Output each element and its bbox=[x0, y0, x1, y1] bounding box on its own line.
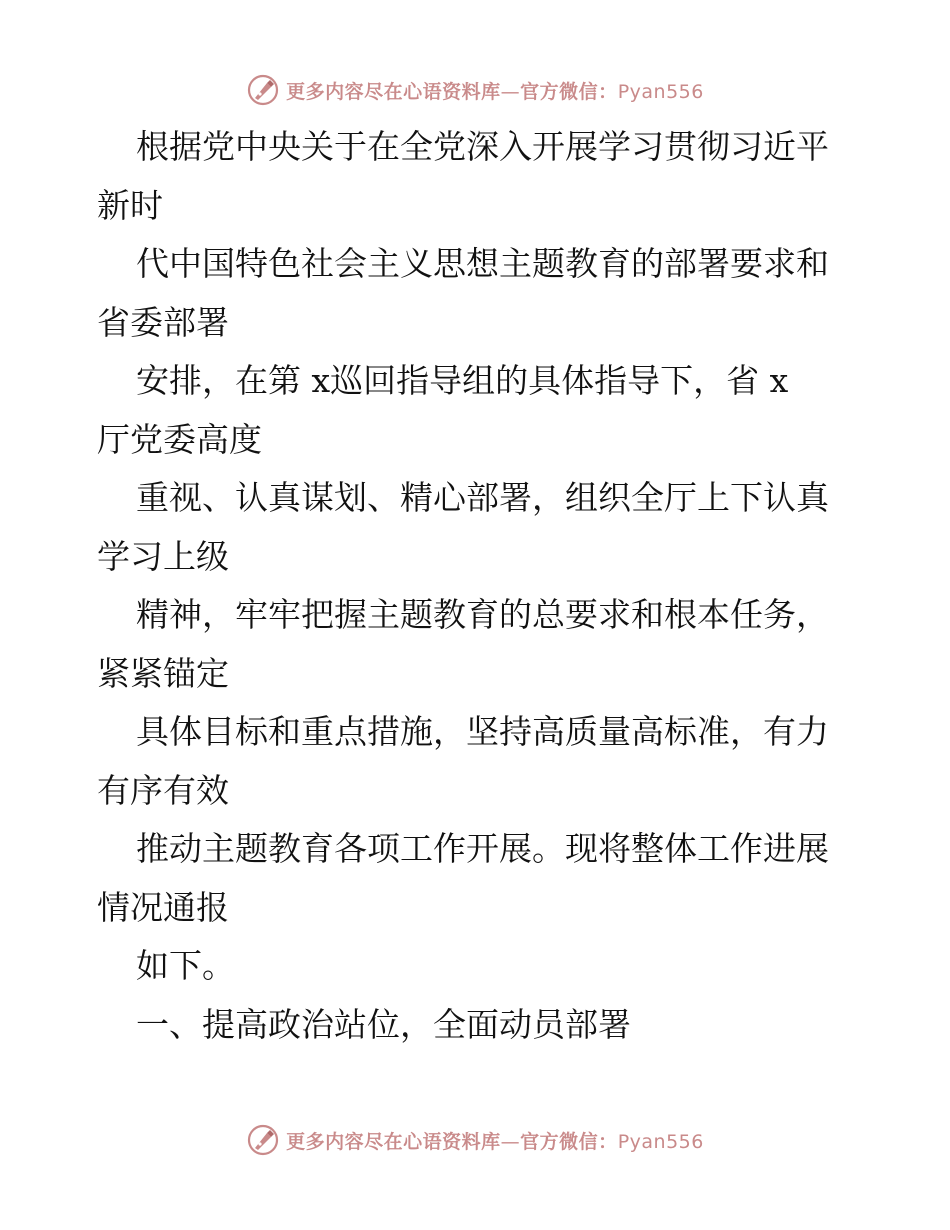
paragraph-line: 代中国特色社会主义思想主题教育的部署要求和 bbox=[136, 244, 829, 283]
section-heading: 一、提高政治站位，全面动员部署 bbox=[136, 1004, 631, 1044]
paragraph-line: 重视、认真谋划、精心部署，组织全厅上下认真 bbox=[136, 478, 829, 517]
paragraph-line: 新时 bbox=[97, 185, 163, 225]
paragraph-line: 根据党中央关于在全党深入开展学习贯彻习近平 bbox=[136, 127, 829, 166]
footer-watermark bbox=[0, 1120, 950, 1160]
paragraph-line: 安排，在第 x巡回指导组的具体指导下，省 x bbox=[136, 361, 789, 400]
paragraph-line: 推动主题教育各项工作开展。现将整体工作进展 bbox=[136, 829, 829, 868]
paragraph-line: 有序有效 bbox=[97, 770, 229, 810]
pen-nib-logo-icon bbox=[246, 1123, 280, 1157]
paragraph-line: 具体目标和重点措施，坚持高质量高标准，有力 bbox=[136, 712, 829, 751]
paragraph-line: 紧紧锚定 bbox=[97, 653, 229, 693]
paragraph-line: 精神，牢牢把握主题教育的总要求和根本任务， bbox=[136, 595, 829, 634]
paragraph-line: 如下。 bbox=[136, 946, 235, 985]
paragraph-line: 情况通报 bbox=[97, 887, 229, 927]
paragraph-line: 省委部署 bbox=[97, 302, 229, 342]
header-watermark bbox=[0, 70, 950, 110]
watermark-text: 更多内容尽在心语资料库—官方微信：Pyan556 bbox=[286, 80, 704, 103]
pen-nib-logo-icon bbox=[246, 73, 280, 107]
document-body bbox=[97, 118, 857, 1054]
paragraph-line: 学习上级 bbox=[97, 536, 229, 576]
paragraph-line: 厅党委高度 bbox=[97, 419, 262, 459]
watermark-text: 更多内容尽在心语资料库—官方微信：Pyan556 bbox=[286, 1130, 704, 1153]
